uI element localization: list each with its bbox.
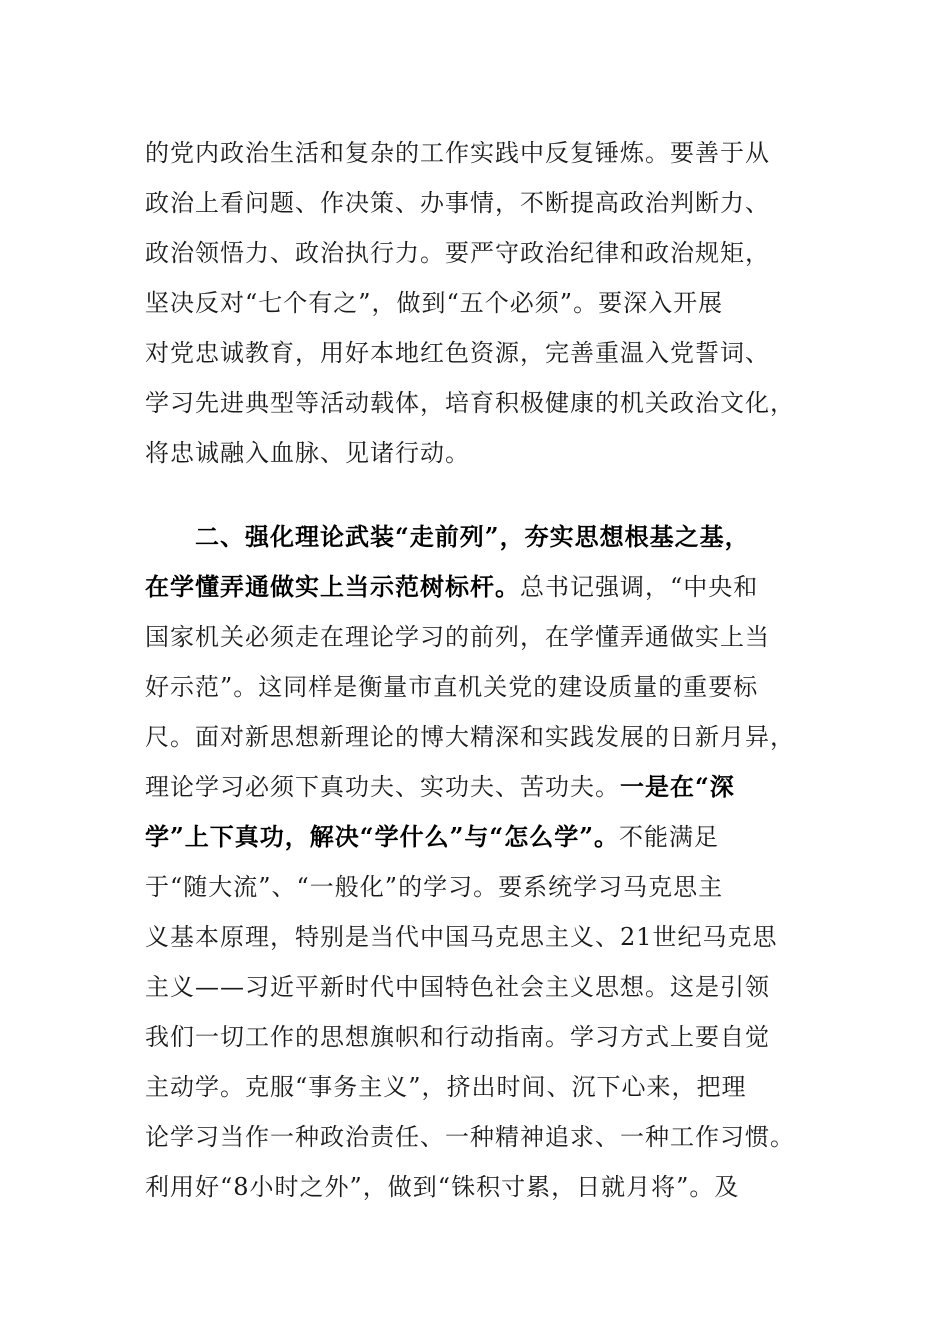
text-line: 主动学。克服“事务主义”，挤出时间、沉下心来，把理 — [145, 1073, 747, 1101]
text-line: 在学懂弄通做实上当示范树标杆。总书记强调，“中央和 — [145, 572, 759, 601]
text-line: 论学习当作一种政治责任、一种精神追求、一种工作习惯。 — [145, 1123, 795, 1151]
text-line: 学”上下真功，解决“学什么”与“怎么学”。不能满足 — [145, 822, 720, 851]
text-line: 于“随大流”、“一般化”的学习。要系统学习马克思主 — [145, 873, 724, 901]
text-line: 好示范”。这同样是衡量市直机关党的建设质量的重要标 — [145, 673, 759, 701]
text-line: 学习先进典型等活动载体，培育积极健康的机关政治文化， — [145, 389, 795, 417]
paragraph-loyalty — [145, 128, 805, 478]
text-line: 利用好“8小时之外”，做到“铢积寸累，日就月将”。及 — [145, 1173, 740, 1201]
text-line: 将忠诚融入血脉、见诸行动。 — [145, 439, 470, 467]
paragraph-theory-study — [145, 512, 805, 1212]
section-heading-line — [145, 512, 805, 562]
text-line: 尺。面对新思想新理论的博大精深和实践发展的日新月异， — [145, 723, 795, 751]
text-line: 对党忠诚教育，用好本地红色资源，完善重温入党誓词、 — [145, 339, 770, 367]
text-line: 政治上看问题、作决策、办事情，不断提高政治判断力、 — [145, 189, 770, 217]
subpoint-heading: 一是在“深 — [620, 772, 735, 801]
subpoint-heading-continued: 学”上下真功，解决“学什么”与“怎么学”。 — [145, 822, 620, 851]
text-line: 国家机关必须走在理论学习的前列，在学懂弄通做实上当 — [145, 623, 770, 651]
text-line: 坚决反对“七个有之”，做到“五个必须”。要深入开展 — [145, 289, 724, 317]
text-line: 理论学习必须下真功夫、实功夫、苦功夫。一是在“深 — [145, 772, 735, 801]
text-line: 义基本原理，特别是当代中国马克思主义、21世纪马克思 — [145, 923, 778, 951]
text-line: 的党内政治生活和复杂的工作实践中反复锤炼。要善于从 — [145, 139, 770, 167]
section-heading-continued: 在学懂弄通做实上当示范树标杆。 — [145, 572, 520, 601]
section-heading: 二、强化理论武装“走前列”，夯实思想根基之基， — [145, 522, 750, 551]
text-line: 我们一切工作的思想旗帜和行动指南。学习方式上要自觉 — [145, 1023, 770, 1051]
text-line: 主义——习近平新时代中国特色社会主义思想。这是引领 — [145, 973, 770, 1001]
text-line: 政治领悟力、政治执行力。要严守政治纪律和政治规矩， — [145, 239, 770, 267]
